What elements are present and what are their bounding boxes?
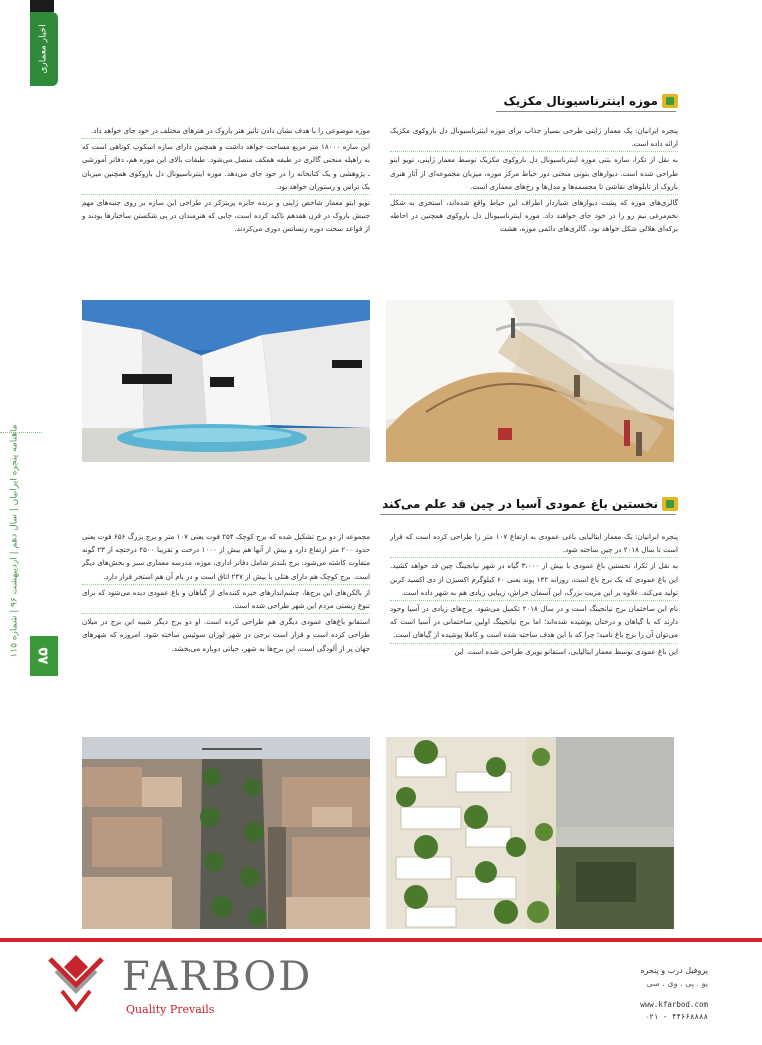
article2-paragraph: از بالکن‌های این برج‌ها، چشم‌اندازهای خیره کننده‌ای از گیاهان و باغ عمودی دیده می‌شود که برای تنوع زیستی مردم این شهر طراحی شده است. xyxy=(82,584,370,612)
article2-title: نخستین باغ عمودی آسیا در چین قد علم می‌کند xyxy=(382,497,658,511)
article2-heading xyxy=(382,495,678,513)
article1-paragraph: موزه موضوعی را با هدف نشان دادن تاثیر هنر باروک در هنرهای مختلف در خود جای خواهد داد. xyxy=(90,126,370,135)
footer-website: www.kfarbod.com xyxy=(640,1000,708,1009)
museum-exterior-photo xyxy=(82,300,370,462)
page-number-box xyxy=(30,636,58,676)
article2-title-underline xyxy=(380,514,676,515)
article2-paragraph: مجموعه از دو برج تشکیل شده که برج کوچک ۲۵۴ فوت یعنی ۱۰۷ متر و برج بزرگ ۶۵۶ فوت یعنی حدود ۲۰۰ متر ارتفاع دارد و بیش از آنها هم بیش از ۱۰۰۰ درخت و تقریبا ۲۵۰۰ درختچه از ۲۳ گونه متفاوت کاشته می‌شود. برج بلندتر شامل دفاتر اداری، موزه، مدرسه معماری سبز و بخش‌های دیگر است. برج کوچک هم دارای هتلی با بیش از ۲۴۷ اتاق است و در بام آن هم استخر قرار دارد. xyxy=(82,532,371,581)
article2-paragraph: نام این ساختمان برج نیانجینگ است و در سال ۲۰۱۸ تکمیل می‌شود. برج‌های زیادی در آسیا وجود دارند که با گیاهان و درختان پوشیده شده‌اند؛ اما برج نیانجینگ اولین ساختمانی در آسیا است که می‌توان آن را برج باغ نامید؛ چرا که با این هدف ساخته شده است و کاملا پوشیده از گیاهان است. xyxy=(390,600,678,642)
article2-paragraph: به نقل از تکرا، نخستین باغ عمودی با بیش از ۳،۰۰۰ گیاه در شهر نیانجینگ چین قد خواهد کشید. این باغ عمودی که یک برج باغ است، روزانه ۱۳۲ پوند یعنی ۶۰ کیلوگرم اکسیژن از دی اکسید کربن تولید می‌کند. علاوه بر این مزیت بزرگ، این آسمان خراش، زیبایی زیادی هم به شهر داده است. xyxy=(390,557,678,599)
article1-heading xyxy=(503,92,678,110)
article1-paragraph: به نقل از تکرا، سازه بتنی موزه اینترناسیونال دل باروکوی مکزیک توسط معمار ژاپنی، تویو ایتو طراحی شده است. دیوارهای بتونی منحنی دور حیاط مرکز موزه، میزبان مجموعه‌ای از آثار هنری باروک از تابلوهای نقاشی تا مجسمه‌ها و مدل‌ها و رخ‌های معماری است. xyxy=(390,151,678,193)
page-number: ۸۵ xyxy=(36,647,52,665)
issue-info xyxy=(0,424,30,658)
article1-paragraph: گالری‌های موزه که پشت دیوارهای شیاردار اطراف این حیاط واقع شده‌اند، استخری به شکل تخم‌مرغی نیم رو را در خود جای خواهند داد. موزه اینترناسیونال دل باروکوی همچنین در احاطه برکه‌ای هلالی شکل خواهد بود. گالری‌های دائمی موزه، هشت xyxy=(390,194,678,236)
brand-slogan: Quality Prevails xyxy=(126,1003,215,1016)
section-tab xyxy=(30,12,58,86)
footer-phone: ۰۲۱ - ۴۴۶۶۸۸۸۸ xyxy=(644,1012,708,1021)
footer-tagline: پروفیل درب و پنجره xyxy=(640,966,708,975)
article2-paragraph: این باغ عمودی توسط معمار ایتالیایی، استفانو بویری طراحی شده است. این xyxy=(390,643,678,658)
article2-paragraph: پنجره ایرانیان: یک معمار ایتالیایی باغی عمودی به ارتفاع ۱۰۷ متر را طراحی کرده است که قرار است تا سال ۲۰۱۸ در چین ساخته شود. xyxy=(390,532,678,555)
article2-left-column xyxy=(82,530,370,656)
footer-product: یو . پی . وی . سی xyxy=(646,979,708,988)
article1-paragraph: تویو ایتو معمار شاخص ژاپنی و برنده جایزه پریتزکر در طراحی این سازه بر روی جنبه‌های مهم جنبش باروک در قرن هفدهم تاکید کرده است، جایی که هنرمندان در پی شکستن ساختارها بودند و از قواعد سخت دوره رنسانس دوری می‌کردند. xyxy=(82,194,370,236)
section-tab-label: اخبار معماری xyxy=(39,24,50,74)
article1-paragraph: این سازه ۱۸۰۰۰ متر مربع مساحت خواهد داشت و همچنین دارای سازه اسکوپ کوتاهی است که به راهپله منحنی گالری در طبقه همکف متصل می‌شود. طبقات بالای این موزه هم، دفاتر آموزشی ـ پژوهشی و یک کتابخانه را در خود جای می‌دهد. موزه اینترناسیونال دل باروکوی همچنین میزبان یک تراس و رستوران خواهد بود. xyxy=(82,138,370,193)
museum-staircase-photo xyxy=(386,300,674,462)
article1-paragraph: پنجره ایرانیان: یک معمار ژاپنی طرحی بسیار جذاب برای موزه اینترناسیونال دل باروکوی مکزیک ارائه داده است. xyxy=(390,126,678,149)
side-top-block xyxy=(30,0,54,12)
farbod-logo xyxy=(46,951,106,1015)
vertical-garden-rendering-photo xyxy=(386,737,674,929)
plant-icon xyxy=(662,497,678,511)
footer-advertisement xyxy=(0,942,762,1045)
issue-line: ماهنامه پنجره ایرانیان | سال دهم | اردیبهشت ۹۶ | شماره ۱۱۵ xyxy=(10,424,21,658)
article1-left-column xyxy=(82,124,370,237)
plant-icon xyxy=(662,94,678,108)
article2-right-column xyxy=(390,530,678,659)
article1-right-column xyxy=(390,124,678,237)
article1-title-underline xyxy=(496,111,676,112)
article2-paragraph: استفانو باغ‌های عمودی دیگری هم طراحی کرده است. او دو برج دیگر شبیه این برج در میلان طراحی کرده است و قرار است برجی در شهر لوزان سوئیس ساخته شود. امروزه که شهرهای جهان پر از آلودگی است، این برج‌ها به شهر، حیاتی دوباره می‌بخشد. xyxy=(82,613,370,655)
brand-name: FARBOD xyxy=(122,954,313,1000)
article1-title: موزه اینترناسیونال مکزیک xyxy=(503,94,658,108)
bosco-verticale-city-photo xyxy=(82,737,370,929)
